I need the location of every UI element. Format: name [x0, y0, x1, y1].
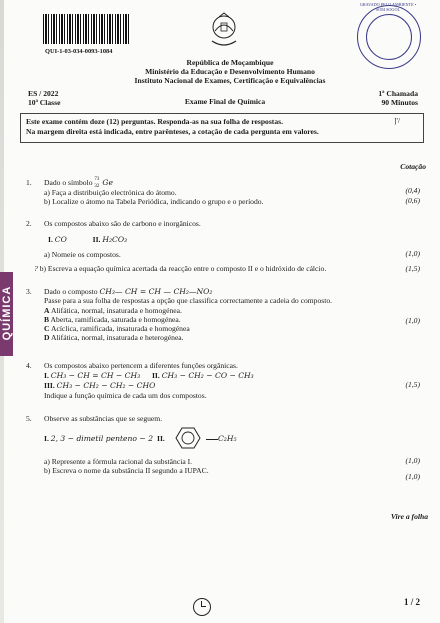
instructions-line-1: Este exame contém doze (12) perguntas. Responda-as na sua folha de respostas. [26, 117, 283, 126]
q1-stem-text: Dado o símbolo [44, 178, 95, 187]
clock-icon [193, 598, 211, 616]
q3-option-a-text: Alifática, normal, insaturada e homogénea. [49, 306, 182, 315]
q5-i-label: I. [44, 434, 49, 443]
q4-ii-label: II. [151, 371, 160, 380]
q5-i-name: 2, 3 − dimetil penteno − 2 [50, 434, 154, 443]
institute-title: Instituto Nacional de Exames, Certificação e Equivalências [134, 76, 326, 85]
q2-part-a: a) Nomeie os compostos. [44, 250, 121, 259]
q5-ii-substituent: C₂H₅ [218, 434, 237, 443]
q4-i-formula: CH₃ − CH = CH − CH₃ [50, 371, 141, 380]
q2-compounds [48, 235, 127, 244]
q4-score: (1,5) [405, 380, 420, 389]
q3-option-d-letter: D [44, 333, 50, 342]
q5-ethyl-group [206, 434, 237, 443]
q5-part-b-score: (1,0) [405, 472, 420, 481]
score-column-header: Cotação [400, 162, 426, 171]
q5-number: 5. [26, 414, 32, 423]
q1-mass-number: 73 [94, 177, 100, 182]
q1-part-b: b) Localize o átomo na Tabela Periódica, indicando o grupo e o período. [44, 197, 264, 206]
q3-option-d-text: Alifática, normal, insaturada e heterogénea. [49, 333, 184, 342]
q3-option-c-letter: C [44, 324, 50, 333]
exam-series: ES / 2022 [28, 89, 59, 98]
q3-option-c [44, 324, 190, 333]
q1-atomic-number: 32 [94, 184, 100, 189]
exam-call: 1ª Chamada [378, 89, 418, 98]
q3-instruction: Passe para a sua folha de respostas a opção que classifica correctamente a cadeia do composto. [44, 296, 333, 305]
q3-compound: CH₃— CH = CH — CH₂—NO₂ [99, 287, 213, 296]
seal-text: GRAVADO PELO AMBIENTE • SOM SOGOL [359, 2, 417, 12]
q5-part-a: a) Represente a fórmula racional da substância I. [44, 457, 193, 466]
turn-page-note: Vire a folha [390, 512, 428, 521]
exam-code: QUI-1-03-034-0093-1084 [45, 48, 113, 55]
q4-number: 4. [26, 361, 32, 370]
q2-ii-formula: H₂CO₃ [102, 235, 128, 244]
q4-iii-label: III. [44, 381, 55, 390]
exam-duration: 90 Minutos [381, 98, 418, 107]
q2-part-a-score: (1,0) [405, 249, 420, 258]
q1-isotope [94, 178, 102, 187]
q2-part-b-score: (1,5) [405, 264, 420, 273]
q5-part-b: b) Escreva o nome da substância II segundo a IUPAC. [44, 466, 209, 475]
barcode [43, 14, 131, 44]
q3-option-b-text: Aberta, ramificada, saturada e homogénea. [49, 315, 181, 324]
q5-part-a-score: (1,0) [405, 456, 420, 465]
q4-ask: Indique a função química de cada um dos compostos. [44, 391, 207, 400]
q2-handwritten-mark: ? [34, 264, 40, 273]
exam-title: Exame Final de Química [184, 97, 266, 106]
q4-ii-formula: CH₃ − CH₂ − CO − CH₃ [161, 371, 254, 380]
ministry-title: Ministério da Educação e Desenvolvimento Humano [145, 67, 315, 76]
q3-option-b [44, 315, 181, 324]
q4-iii-formula: CH₃ − CH₂ − CH₂ − CHO [56, 381, 156, 390]
q2-stem: Os compostos abaixo são de carbono e inorgânicos. [44, 219, 201, 228]
handwritten-mark: ]'/ [394, 116, 401, 125]
q2-part-b-text: b) Escreva a equação química acertada da reacção entre o composto II e o hidróxido de cálcio. [39, 264, 327, 273]
mozambique-emblem-icon [209, 11, 239, 51]
q1-part-b-score: (0,6) [405, 196, 420, 205]
q3-score: (1,0) [405, 316, 420, 325]
q5-ii-label: II. [157, 434, 165, 443]
school-seal-inner [366, 14, 412, 60]
country-title: República de Moçambique [186, 58, 274, 67]
q3-number: 3. [26, 287, 32, 296]
q3-stem-text: Dado o composto [44, 287, 100, 296]
q2-part-b [34, 264, 326, 273]
q3-option-a-letter: A [44, 306, 50, 315]
q1-number: 1. [26, 178, 32, 187]
q1-symbol: Ge [102, 178, 113, 187]
q1-part-a-score: (0,4) [405, 186, 420, 195]
q2-number: 2. [26, 219, 32, 228]
q3-stem [44, 287, 212, 296]
instructions-line-2: Na margem direita está indicada, entre parênteses, a cotação de cada pergunta em valores. [26, 127, 319, 136]
q1-stem [44, 178, 113, 187]
q2-i-label: I. [48, 235, 53, 244]
q4-stem: Os compostos abaixo pertencem a diferentes funções orgânicas. [44, 361, 238, 370]
q2-i-formula: CO [54, 235, 67, 244]
q4-compounds-row [44, 371, 254, 380]
q5-stem: Observe as substâncias que se seguem. [44, 414, 163, 423]
q1-part-a: a) Faça a distribuição electrónica do átomo. [44, 188, 177, 197]
q3-option-d [44, 333, 184, 342]
subject-side-label: QUÍMICA [1, 285, 13, 341]
benzene-ring-icon [170, 426, 206, 450]
q2-ii-label: II. [92, 235, 101, 244]
q4-compound-iii [44, 381, 155, 390]
q3-option-a [44, 306, 182, 315]
q5-substance-i [44, 434, 153, 443]
q3-option-c-text: Acíclica, ramificada, insaturada e homogénea [49, 324, 190, 333]
q4-i-label: I. [44, 371, 49, 380]
page-number: 1 / 2 [403, 597, 420, 607]
exam-grade: 10ª Classe [28, 98, 61, 107]
q3-option-b-letter: B [44, 315, 50, 324]
